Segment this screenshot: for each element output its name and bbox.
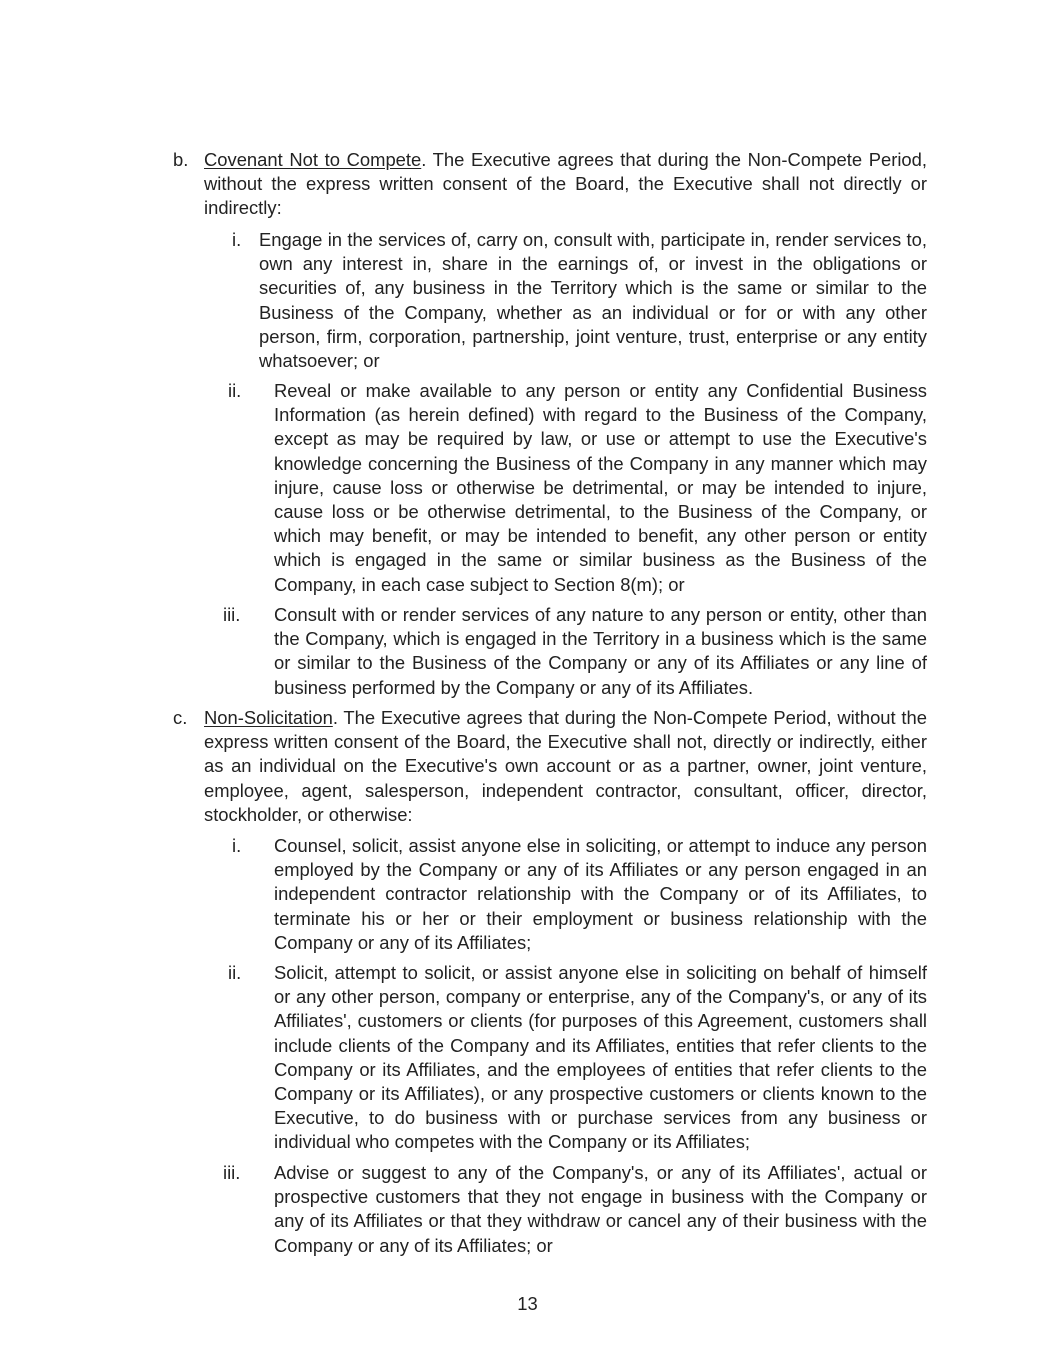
- section-b-item-iii: [223, 603, 927, 700]
- section-c-marker: c.: [173, 707, 188, 728]
- section-b-item-i-marker: i.: [232, 229, 242, 250]
- section-b-item-ii-text: Reveal or make available to any person or entity any Confidential Business Information (as herein defined) with regard to the Business of the Company, except as may be required by law, or use or attempt to use the Executive's knowledge concerning the Business of the Company in any manner which may injure, cause loss or otherwise be detrimental, or may be intended to injure, cause loss or be otherwise detrimental, to the Business of the Company, or which may benefit, or may be intended to benefit, any other person or entity which is engaged in the same or similar business as the Business of the Company, in each case subject to Section 8(m); or: [274, 380, 927, 595]
- section-c-paragraph: [173, 706, 927, 827]
- section-c-item-iii-text: Advise or suggest to any of the Company's, or any of its Affiliates', actual or prospective customers that they not engage in business with the Company or any of its Affiliates or that they withdraw or cancel any of their business with the Company or any of its Affiliates; or: [274, 1162, 927, 1256]
- page-number: 13: [517, 1293, 538, 1314]
- section-b-item-ii: [228, 379, 927, 597]
- section-c-item-i: [232, 834, 927, 955]
- section-c-item-iii: [223, 1161, 927, 1258]
- section-b-item-i-text: Engage in the services of, carry on, consult with, participate in, render services to, own any interest in, share in the earnings of, or invest in the obligations or securities of, any business in the Territory which is the same or similar to the Business of the Company, whether as an individual or for or with any other person, firm, corporation, partnership, joint venture, trust, enterprise or any entity whatsoever; or: [259, 229, 927, 372]
- section-b-text: . The Executive agrees that during the Non-Compete Period, without the express written consent of the Board, the Executive shall not directly or indirectly:: [204, 149, 927, 219]
- section-c-item-ii-text: Solicit, attempt to solicit, or assist anyone else in soliciting on behalf of himself or any other person, company or enterprise, any of the Company's, or any of its Affiliates', customers or clients (for purposes of this Agreement, customers shall include clients of the Company and its Affiliates, entities that refer clients to the Company or its Affiliates, and the employees of entities that refer clients to the Company or its Affiliates), or any prospective customers or clients known to the Executive, to do business with or purchase services from any business or individual who competes with the Company or its Affiliates;: [274, 962, 927, 1153]
- section-c-item-i-marker: i.: [232, 835, 242, 856]
- section-b-item-iii-marker: iii.: [223, 604, 241, 625]
- section-b-item-iii-text: Consult with or render services of any nature to any person or entity, other than the Company, which is engaged in the Territory in a business which is the same or similar to the Business of the Company or any of its Affiliates or any line of business performed by the Company or any of its Affiliates.: [274, 604, 927, 698]
- section-b-item-ii-marker: ii.: [228, 380, 242, 401]
- section-c-item-ii: [228, 961, 927, 1155]
- section-c-heading: Non-Solicitation: [204, 707, 333, 728]
- section-c-item-i-text: Counsel, solicit, assist anyone else in soliciting, or attempt to induce any person employed by the Company or any of its Affiliates or any person engaged in an independent contractor relationship with the Company or of its Affiliates, to terminate his or her or their employment or business relationship with the Company or any of its Affiliates;: [274, 835, 927, 953]
- section-c-item-iii-marker: iii.: [223, 1162, 241, 1183]
- section-b-marker: b.: [173, 149, 189, 170]
- section-b-paragraph: [173, 148, 927, 221]
- section-b-item-i: [232, 228, 927, 373]
- section-b-heading: Covenant Not to Compete: [204, 149, 422, 170]
- section-c-item-ii-marker: ii.: [228, 962, 242, 983]
- section-c-text: . The Executive agrees that during the Non-Compete Period, without the express written consent of the Board, the Executive shall not, directly or indirectly, either as an individual on the Executive's own account or as a partner, owner, joint venture, employee, agent, salesperson, independent contractor, consultant, officer, director, stockholder, or otherwise:: [204, 707, 927, 825]
